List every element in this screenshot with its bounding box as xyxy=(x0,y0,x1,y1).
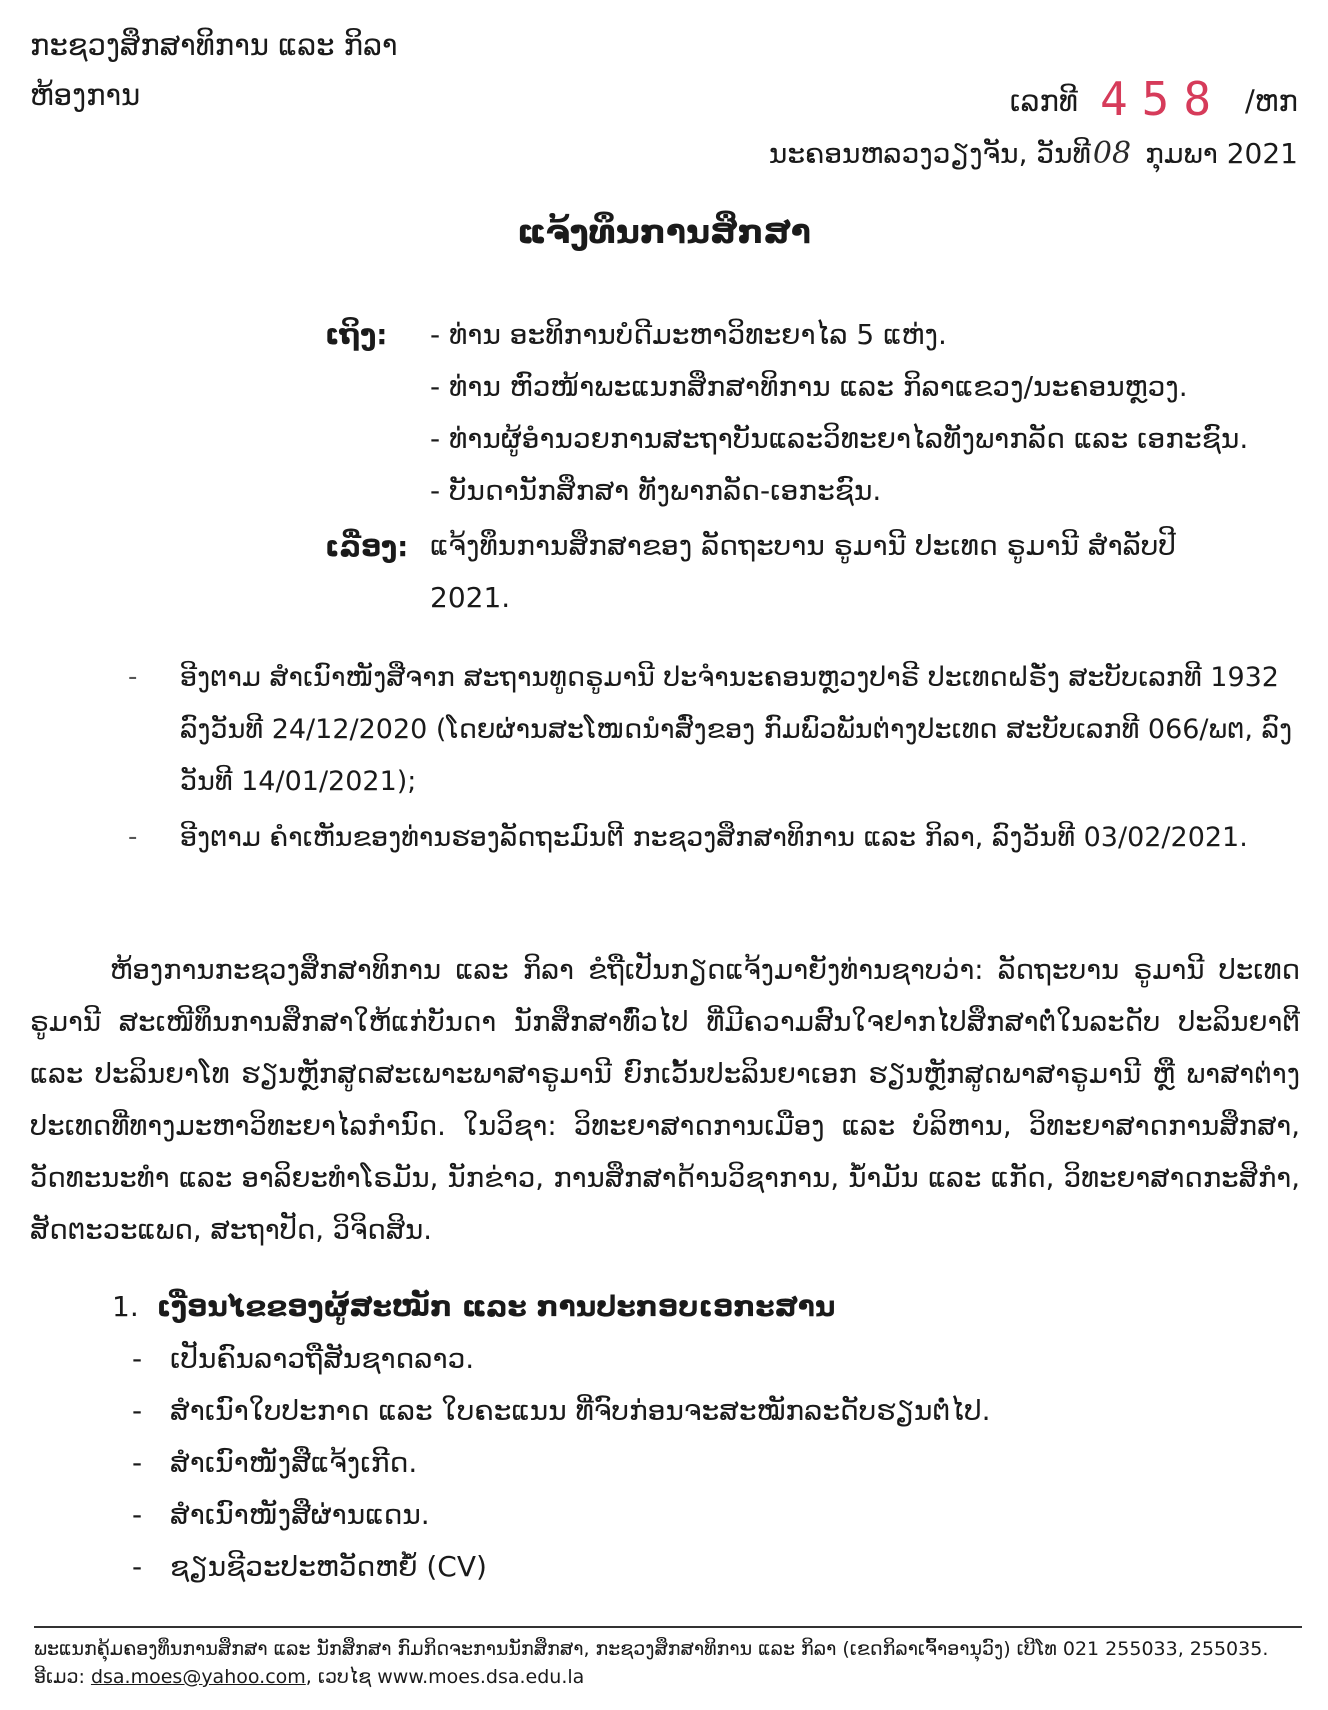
recipient-item: - ບັນດານັກສຶກສາ ທັງພາກລັດ-ເອກະຊົນ. xyxy=(430,474,882,507)
ref-number: 458 xyxy=(1099,72,1226,126)
requirement-bullet: - xyxy=(132,1550,143,1583)
document-title: ແຈ້ງທຶນການສຶກສາ xyxy=(517,212,811,251)
ministry-name: ກະຊວງສຶກສາທິການ ແລະ ກິລາ xyxy=(30,28,398,62)
website-text: , ເວບໄຊ www.moes.dsa.edu.la xyxy=(305,1666,585,1688)
requirement-bullet: - xyxy=(132,1394,143,1427)
subject-label: ເລື່ອງ: xyxy=(325,530,409,563)
section-number: 1. xyxy=(112,1290,139,1323)
footer-divider xyxy=(34,1626,1302,1628)
reference-item: ອີງຕາມ ຄຳເຫັນຂອງທ່ານຮອງລັດຖະມົນຕີ ກະຊວງສຶກສາທິການ ແລະ ກິລາ, ລົງວັນທີ 03/02/2021. xyxy=(180,822,1248,853)
recipient-item: - ທ່ານ ຫົວໜ້າພະແນກສຶກສາທິການ ແລະ ກິລາແຂວງ/ນະຄອນຫຼວງ. xyxy=(430,370,1188,403)
date-month-year: ກຸມພາ 2021 xyxy=(1145,137,1298,170)
reference-item: ອີງຕາມ ສຳເນົາໜັງສືຈາກ ສະຖານທູດຣູມານີ ປະຈຳນະຄອນຫຼວງປາຣີ ປະເທດຝຣັ່ງ ສະບັບເລກທີ 1932 ລົງວັນທີ 24/12/2020 (ໂດຍຜ່ານສະໂໜດນຳສົ່ງຂອງ ກົມພົວພັນຕ່າງປະເທດ ສະບັບເລກທີ 066/ພຕ, ລົງວັນທີ 14/01/2021); xyxy=(180,662,1293,797)
requirement-item: ສຳເນົາໜັງສືແຈ້ງເກີດ. xyxy=(170,1446,418,1479)
date-line xyxy=(769,136,1298,171)
section-heading xyxy=(112,1290,835,1323)
date-place: ນະຄອນຫລວງວຽງຈັນ, ວັນທີ xyxy=(768,137,1091,170)
body-paragraph: ຫ້ອງການກະຊວງສຶກສາທິການ ແລະ ກິລາ ຂໍຖືເປັນກຽດແຈ້ງມາຍັງທ່ານຊາບວ່າ: ລັດຖະບານ ຣູມານີ ປະເທດ ຣູມານີ ສະເໜີທຶນການສຶກສາໃຫ້ແກ່ບັນດາ ນັກສຶກສາທົ່ວໄປ ທີ່ມີຄວາມສົນໃຈຢາກໄປສຶກສາຕໍ່ໃນລະດັບ ປະລິນຍາຕີ ແລະ ປະລິນຍາໂທ ຮຽນຫຼັກສູດສະເພາະພາສາຣູມານີ ຍົກເວັ້ນປະລິນຍາເອກ ຮຽນຫຼັກສູດພາສາຣູມານີ ຫຼື ພາສາຕ່າງປະເທດທີ່ທາງມະຫາວິທະຍາໄລກຳນົດ. ໃນວິຊາ: ວິທະຍາສາດການເມືອງ ແລະ ບໍລິຫານ, ວິທະຍາສາດການສຶກສາ, ວັດທະນະທຳ ແລະ ອາລິຍະທຳໂຣມັນ, ນັກຂ່າວ, ການສຶກສາດ້ານວິຊາການ, ນ້ຳມັນ ແລະ ແກັດ, ວິທະຍາສາດກະສິກຳ, ສັດຕະວະແພດ, ສະຖາປັດ, ວິຈິດສິນ. xyxy=(30,954,1300,1246)
reference-number-line xyxy=(1010,72,1298,126)
recipient-item: - ທ່ານ ອະທິການບໍດີມະຫາວິທະຍາໄລ 5 ແຫ່ງ. xyxy=(430,318,947,351)
requirement-item: ສຳເນົາໜັງສືຜ່ານແດນ. xyxy=(170,1498,430,1531)
footer-address: ພະແນກຄຸ້ມຄອງທຶນການສຶກສາ ແລະ ນັກສຶກສາ ກົມກິດຈະການນັກສຶກສາ, ກະຊວງສຶກສາທິການ ແລະ ກິລາ (ເຂດກິລາເຈົ້າອານຸວົງ) ເບີໂທ 021 255033, 255035. xyxy=(34,1638,1269,1660)
requirement-bullet: - xyxy=(132,1498,143,1531)
subject-text: ແຈ້ງທຶນການສຶກສາຂອງ ລັດຖະບານ ຣູມານີ ປະເທດ ຣູມານີ ສຳລັບປີ 2021. xyxy=(430,529,1176,614)
footer-contact xyxy=(34,1666,584,1688)
office-name: ຫ້ອງການ xyxy=(30,78,141,112)
recipients-label: ເຖິງ: xyxy=(325,318,388,351)
recipient-item: - ທ່ານຜູ້ອຳນວຍການສະຖາບັນແລະວິທະຍາໄລທັງພາກລັດ ແລະ ເອກະຊົນ. xyxy=(430,422,1249,455)
reference-bullet: - xyxy=(128,822,138,852)
reference-bullet: - xyxy=(128,662,138,692)
section-title: ເງື່ອນໄຂຂອງຜູ້ສະໝັກ ແລະ ການປະກອບເອກະສານ xyxy=(156,1290,836,1323)
date-day-handwritten: 08 xyxy=(1092,136,1132,171)
requirement-bullet: - xyxy=(132,1342,143,1375)
requirement-item: ເປັນຄົນລາວຖືສັນຊາດລາວ. xyxy=(170,1342,475,1375)
email-link[interactable]: dsa.moes@yahoo.com xyxy=(90,1666,306,1688)
requirement-item: ຊຽນຊີວະປະຫວັດຫຍໍ້ (CV) xyxy=(170,1550,487,1583)
requirement-bullet: - xyxy=(132,1446,143,1479)
ref-suffix: /ຫກ xyxy=(1245,84,1298,118)
email-label: ອີເມວ: xyxy=(34,1666,85,1688)
ref-prefix: ເລກທີ xyxy=(1009,84,1078,118)
requirement-item: ສຳເນົາໃບປະກາດ ແລະ ໃບຄະແນນ ທີ່ຈົບກ່ອນຈະສະໝັກລະດັບຮຽນຕໍ່ໄປ. xyxy=(170,1394,991,1427)
